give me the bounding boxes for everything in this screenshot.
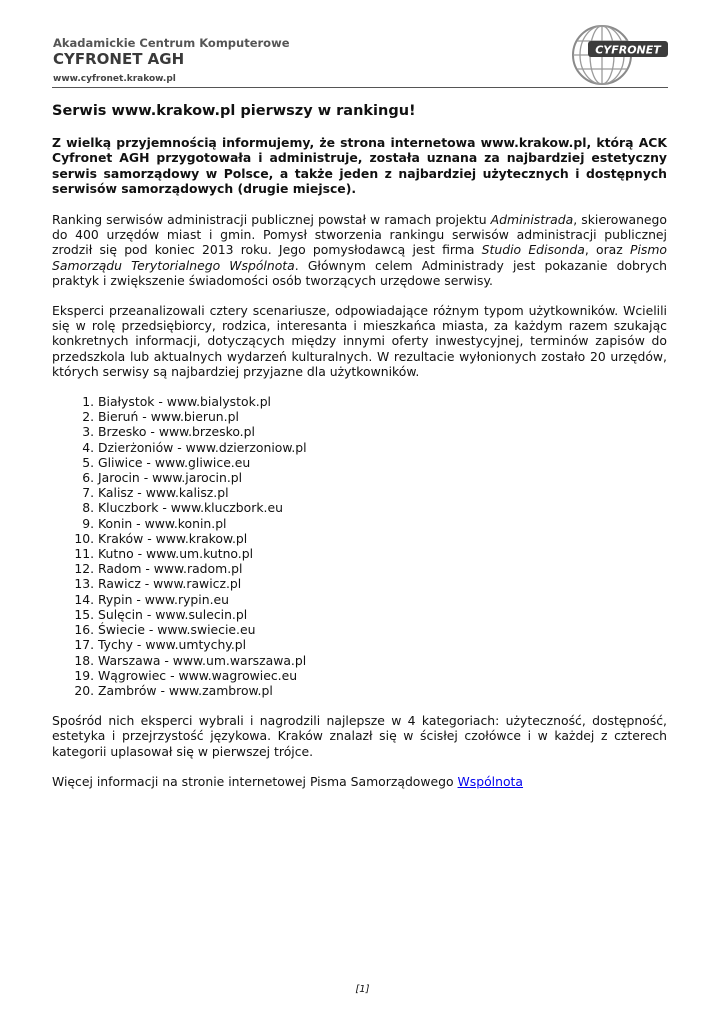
ranking-item: 6. Jarocin - www.jarocin.pl bbox=[98, 470, 667, 485]
ranking-item: 19. Wągrowiec - www.wagrowiec.eu bbox=[98, 668, 667, 683]
ranking-item: 1. Białystok - www.bialystok.pl bbox=[98, 394, 667, 409]
ranking-item: 7. Kalisz - www.kalisz.pl bbox=[98, 485, 667, 500]
article-title: Serwis www.krakow.pl pierwszy w rankingu! bbox=[52, 103, 416, 119]
header-organization: Akadamickie Centrum Komputerowe bbox=[53, 36, 290, 50]
header-url: www.cyfronet.krakow.pl bbox=[53, 74, 176, 84]
svg-text:CYFRONET: CYFRONET bbox=[595, 43, 661, 57]
ranking-item: 3. Brzesko - www.brzesko.pl bbox=[98, 424, 667, 439]
magazine-name: Pismo Samorządu Terytorialnego Wspólnota bbox=[52, 242, 668, 273]
ranking-item: 11. Kutno - www.um.kutno.pl bbox=[98, 546, 667, 561]
ranking-item: 10. Kraków - www.krakow.pl bbox=[98, 531, 667, 546]
article-lead: Z wielką przyjemnością informujemy, że strona internetowa www.krakow.pl, którą ACK Cyfronet AGH przygotowała i administruje, została uznana za najbardziej estetyczny serwis samorządowy w Polsce, a także jeden z najbardziej użytecznych i dostępnych serwisów samorządowych (drugie miejsce). bbox=[52, 135, 667, 196]
article bbox=[52, 104, 667, 804]
page-number: [1] bbox=[355, 984, 370, 995]
cyfronet-logo bbox=[566, 22, 668, 86]
ranking-item: 12. Radom - www.radom.pl bbox=[98, 561, 667, 576]
ranking-item: 5. Gliwice - www.gliwice.eu bbox=[98, 455, 667, 470]
ranking-item: 18. Warszawa - www.um.warszawa.pl bbox=[98, 653, 667, 668]
ranking-item: 20. Zambrów - www.zambrow.pl bbox=[98, 683, 667, 698]
ranking-item: 9. Konin - www.konin.pl bbox=[98, 516, 667, 531]
paragraph-more-info: Więcej informacji na stronie internetowej Pisma Samorządowego Wspólnota bbox=[52, 773, 524, 789]
ranking-item: 16. Świecie - www.swiecie.eu bbox=[98, 622, 667, 637]
ranking-item: 2. Bieruń - www.bierun.pl bbox=[98, 409, 667, 424]
paragraph-ranking-intro: Ranking serwisów administracji publicznej powstał w ramach projektu Administrada, skierowanego do 400 urzędów miast i gmin. Pomysł stworzenia rankingu serwisów administracji publicznej zrodził się pod koniec 2013 roku. Jego pomysłodawcą jest firma Studio Edisonda, oraz Pismo Samorządu Terytorialnego Wspólnota. Głównym celem Administrady jest pokazanie dobrych praktyk i zwiększenie świadomości osób tworzących urzędowe serwisy. bbox=[52, 212, 668, 288]
ranking-item: 17. Tychy - www.umtychy.pl bbox=[98, 637, 667, 652]
header-name: CYFRONET AGH bbox=[53, 50, 185, 68]
paragraph-methodology: Eksperci przeanalizowali cztery scenariusze, odpowiadające różnym typom użytkowników. Wcielili się w rolę przedsiębiorcy, rodzica, interesanta i mieszkańca miasta, za każdym razem szukając konkretnych informacji, dotyczących między innymi oferty inwestycyjnej, terminów zapisów do przedszkola lub aktualnych wydarzeń kulturalnych. W rezultacie wyłonionych zostało 20 urzędów, których serwisy są najbardziej przyjazne dla użytkowników. bbox=[52, 303, 667, 379]
paragraph-results: Spośród nich eksperci wybrali i nagrodzili najlepsze w 4 kategoriach: użyteczność, dostępność, estetyka i przejrzystość językowa. Kraków znalazł się w ścisłej czołówce i w każdej z czterech kategorii uplasował się w pierwszej trójce. bbox=[52, 713, 667, 759]
project-name: Administrada bbox=[490, 212, 574, 228]
ranking-item: 15. Sulęcin - www.sulecin.pl bbox=[98, 607, 667, 622]
wspolnota-link[interactable]: Wspólnota bbox=[457, 773, 524, 789]
ranking-item: 14. Rypin - www.rypin.eu bbox=[98, 592, 667, 607]
company-name: Studio Edisonda bbox=[481, 242, 585, 258]
ranking-item: 8. Kluczbork - www.kluczbork.eu bbox=[98, 500, 667, 515]
ranking-item: 4. Dzierżoniów - www.dzierzoniow.pl bbox=[98, 440, 667, 455]
ranking-item: 13. Rawicz - www.rawicz.pl bbox=[98, 576, 667, 591]
ranking-list bbox=[52, 394, 667, 698]
header-divider bbox=[52, 87, 668, 88]
